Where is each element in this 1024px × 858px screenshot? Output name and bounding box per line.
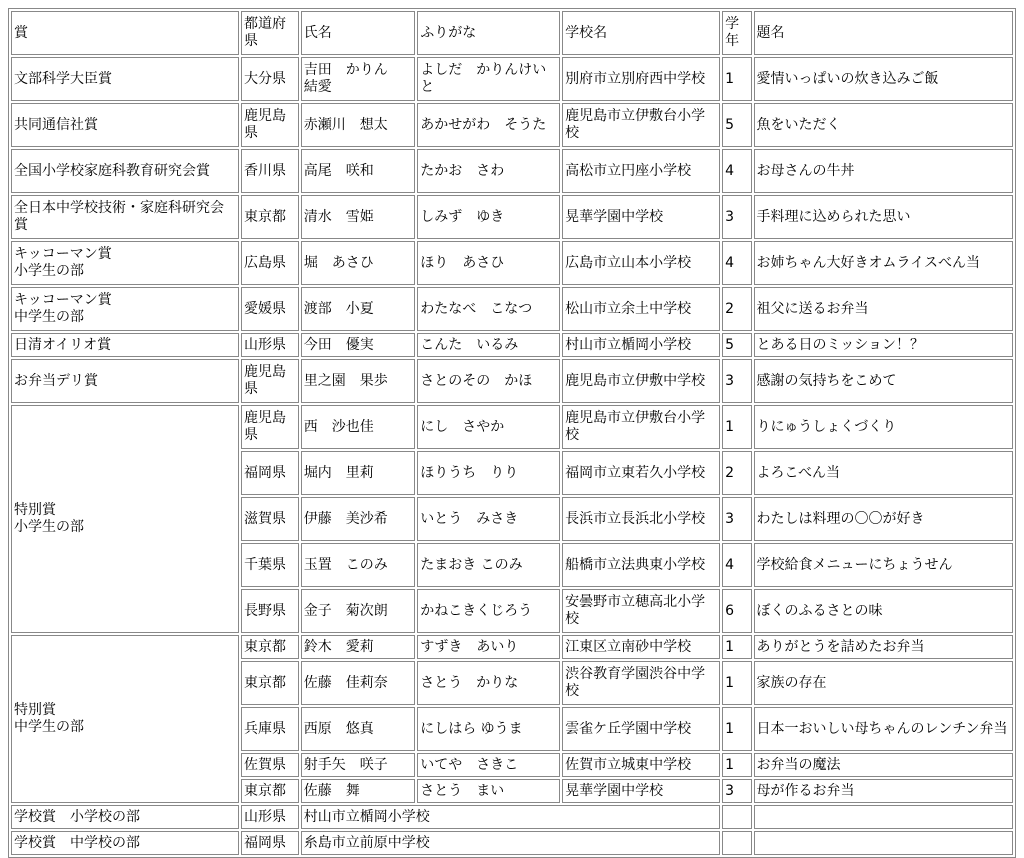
school-cell: 晃華学園中学校	[562, 195, 720, 239]
grade-cell: 2	[722, 287, 751, 331]
prefecture-cell: 東京都	[241, 195, 299, 239]
table-row	[11, 831, 1013, 855]
award-cell: 学校賞 小学校の部	[11, 805, 239, 829]
grade-cell: 3	[722, 359, 751, 403]
school-cell: 高松市立円座小学校	[562, 149, 720, 193]
prefecture-cell: 滋賀県	[241, 497, 299, 541]
award-cell: 文部科学大臣賞	[11, 57, 239, 101]
name-cell: 里之園 果歩	[301, 359, 416, 403]
prefecture-cell: 長野県	[241, 589, 299, 633]
furigana-cell: かねこきくじろう	[417, 589, 560, 633]
furigana-cell: さとのその かほ	[417, 359, 560, 403]
school-cell: 鹿児島市立伊敷中学校	[562, 359, 720, 403]
table-row	[11, 359, 1013, 403]
title-cell: 学校給食メニューにちょうせん	[754, 543, 1013, 587]
prefecture-cell: 東京都	[241, 661, 299, 705]
prefecture-cell: 福岡県	[241, 831, 299, 855]
prefecture-cell: 大分県	[241, 57, 299, 101]
grade-cell: 4	[722, 543, 751, 587]
school-cell: 鹿児島市立伊敷台小学校	[562, 103, 720, 147]
award-cell: キッコーマン賞 小学生の部	[11, 241, 239, 285]
table-row	[11, 635, 1013, 659]
grade-cell: 1	[722, 405, 751, 449]
header-school: 学校名	[562, 11, 720, 55]
award-cell-special-junior: 特別賞 中学生の部	[11, 635, 239, 803]
title-cell: よろこべん当	[754, 451, 1013, 495]
title-cell-empty	[754, 831, 1013, 855]
school-cell: 江東区立南砂中学校	[562, 635, 720, 659]
title-cell: 魚をいただく	[754, 103, 1013, 147]
table-row	[11, 149, 1013, 193]
header-title: 題名	[754, 11, 1013, 55]
school-cell: 雲雀ケ丘学園中学校	[562, 707, 720, 751]
grade-cell: 6	[722, 589, 751, 633]
furigana-cell: ほりうち りり	[417, 451, 560, 495]
school-award-school-cell: 糸島市立前原中学校	[301, 831, 720, 855]
table-row	[11, 805, 1013, 829]
prefecture-cell: 東京都	[241, 635, 299, 659]
grade-cell: 5	[722, 333, 751, 357]
title-cell: お母さんの牛丼	[754, 149, 1013, 193]
prefecture-cell: 東京都	[241, 779, 299, 803]
school-cell: 佐賀市立城東中学校	[562, 753, 720, 777]
prefecture-cell: 山形県	[241, 333, 299, 357]
school-award-school-cell: 村山市立楯岡小学校	[301, 805, 720, 829]
title-cell: ぼくのふるさとの味	[754, 589, 1013, 633]
prefecture-cell: 兵庫県	[241, 707, 299, 751]
school-cell: 船橋市立法典東小学校	[562, 543, 720, 587]
award-cell: 全国小学校家庭科教育研究会賞	[11, 149, 239, 193]
prefecture-cell: 香川県	[241, 149, 299, 193]
school-cell: 長浜市立長浜北小学校	[562, 497, 720, 541]
title-cell: りにゅうしょくづくり	[754, 405, 1013, 449]
award-cell: お弁当デリ賞	[11, 359, 239, 403]
award-cell: キッコーマン賞 中学生の部	[11, 287, 239, 331]
name-cell: 清水 雪姫	[301, 195, 416, 239]
grade-cell: 5	[722, 103, 751, 147]
name-cell: 渡部 小夏	[301, 287, 416, 331]
grade-cell: 1	[722, 635, 751, 659]
furigana-cell: よしだ かりんけいと	[417, 57, 560, 101]
grade-cell: 4	[722, 149, 751, 193]
prefecture-cell: 鹿児島県	[241, 359, 299, 403]
name-cell: 吉田 かりん 結愛	[301, 57, 416, 101]
name-cell: 堀 あさひ	[301, 241, 416, 285]
furigana-cell: こんた いるみ	[417, 333, 560, 357]
furigana-cell: ほり あさひ	[417, 241, 560, 285]
school-cell: 安曇野市立穂高北小学校	[562, 589, 720, 633]
title-cell: 家族の存在	[754, 661, 1013, 705]
grade-cell: 1	[722, 57, 751, 101]
table-row	[11, 405, 1013, 449]
title-cell: 祖父に送るお弁当	[754, 287, 1013, 331]
name-cell: 射手矢 咲子	[301, 753, 416, 777]
grade-cell: 3	[722, 779, 751, 803]
grade-cell: 4	[722, 241, 751, 285]
furigana-cell: さとう かりな	[417, 661, 560, 705]
award-cell: 共同通信社賞	[11, 103, 239, 147]
title-cell: 愛情いっぱいの炊き込みご飯	[754, 57, 1013, 101]
school-cell: 別府市立別府西中学校	[562, 57, 720, 101]
prefecture-cell: 愛媛県	[241, 287, 299, 331]
table-row	[11, 195, 1013, 239]
school-cell: 広島市立山本小学校	[562, 241, 720, 285]
grade-cell: 3	[722, 497, 751, 541]
award-cell: 日清オイリオ賞	[11, 333, 239, 357]
furigana-cell: すずき あいり	[417, 635, 560, 659]
school-cell: 松山市立余土中学校	[562, 287, 720, 331]
furigana-cell: いてや さきこ	[417, 753, 560, 777]
table-row	[11, 241, 1013, 285]
title-cell: ありがとうを詰めたお弁当	[754, 635, 1013, 659]
name-cell: 鈴木 愛莉	[301, 635, 416, 659]
award-cell: 全日本中学校技術・家庭科研究会賞	[11, 195, 239, 239]
table-row	[11, 57, 1013, 101]
award-cell-special-elementary: 特別賞 小学生の部	[11, 405, 239, 633]
grade-cell: 1	[722, 661, 751, 705]
award-cell: 学校賞 中学校の部	[11, 831, 239, 855]
furigana-cell: さとう まい	[417, 779, 560, 803]
school-cell: 村山市立楯岡小学校	[562, 333, 720, 357]
furigana-cell: いとう みさき	[417, 497, 560, 541]
prefecture-cell: 鹿児島県	[241, 405, 299, 449]
furigana-cell: しみず ゆき	[417, 195, 560, 239]
furigana-cell: にしはら ゆうま	[417, 707, 560, 751]
school-cell: 福岡市立東若久小学校	[562, 451, 720, 495]
prefecture-cell: 福岡県	[241, 451, 299, 495]
name-cell: 今田 優実	[301, 333, 416, 357]
school-cell: 渋谷教育学園渋谷中学校	[562, 661, 720, 705]
table-row	[11, 103, 1013, 147]
name-cell: 佐藤 舞	[301, 779, 416, 803]
title-cell: お姉ちゃん大好きオムライスべん当	[754, 241, 1013, 285]
title-cell: 日本一おいしい母ちゃんのレンチン弁当	[754, 707, 1013, 751]
title-cell: お弁当の魔法	[754, 753, 1013, 777]
grade-cell: 3	[722, 195, 751, 239]
furigana-cell: たかお さわ	[417, 149, 560, 193]
name-cell: 堀内 里莉	[301, 451, 416, 495]
prefecture-cell: 広島県	[241, 241, 299, 285]
name-cell: 佐藤 佳莉奈	[301, 661, 416, 705]
furigana-cell: たまおき このみ	[417, 543, 560, 587]
prefecture-cell: 山形県	[241, 805, 299, 829]
school-cell: 晃華学園中学校	[562, 779, 720, 803]
title-cell: 手料理に込められた思い	[754, 195, 1013, 239]
header-award: 賞	[11, 11, 239, 55]
name-cell: 伊藤 美沙希	[301, 497, 416, 541]
grade-cell: 1	[722, 707, 751, 751]
title-cell-empty	[754, 805, 1013, 829]
name-cell: 高尾 咲和	[301, 149, 416, 193]
title-cell: わたしは料理の〇〇が好き	[754, 497, 1013, 541]
title-cell: とある日のミッション！？	[754, 333, 1013, 357]
header-furigana: ふりがな	[417, 11, 560, 55]
prefecture-cell: 佐賀県	[241, 753, 299, 777]
name-cell: 西原 悠真	[301, 707, 416, 751]
title-cell: 感謝の気持ちをこめて	[754, 359, 1013, 403]
school-cell: 鹿児島市立伊敷台小学校	[562, 405, 720, 449]
furigana-cell: にし さやか	[417, 405, 560, 449]
furigana-cell: あかせがわ そうた	[417, 103, 560, 147]
name-cell: 西 沙也佳	[301, 405, 416, 449]
name-cell: 玉置 このみ	[301, 543, 416, 587]
grade-cell: 1	[722, 753, 751, 777]
header-row	[11, 11, 1013, 55]
table-row	[11, 333, 1013, 357]
title-cell: 母が作るお弁当	[754, 779, 1013, 803]
prefecture-cell: 鹿児島県	[241, 103, 299, 147]
name-cell: 赤瀬川 想太	[301, 103, 416, 147]
grade-cell-empty	[722, 831, 751, 855]
table-row	[11, 287, 1013, 331]
grade-cell-empty	[722, 805, 751, 829]
header-grade: 学年	[722, 11, 751, 55]
prefecture-cell: 千葉県	[241, 543, 299, 587]
name-cell: 金子 菊次朗	[301, 589, 416, 633]
furigana-cell: わたなべ こなつ	[417, 287, 560, 331]
grade-cell: 2	[722, 451, 751, 495]
header-name: 氏名	[301, 11, 416, 55]
header-prefecture: 都道府県	[241, 11, 299, 55]
award-winners-table	[8, 8, 1016, 858]
